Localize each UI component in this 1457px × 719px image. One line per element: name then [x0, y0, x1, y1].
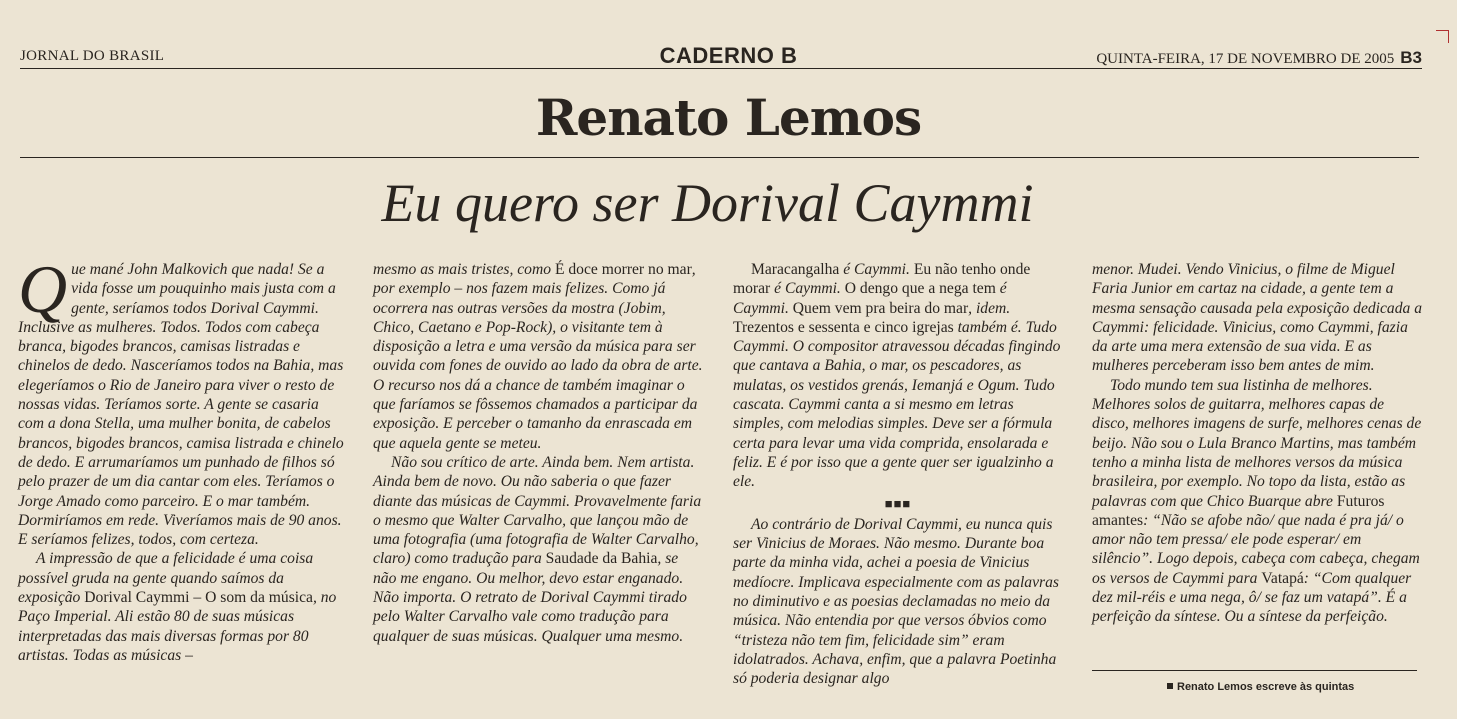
article-column-2 [373, 260, 703, 646]
paragraph: Não sou crítico de arte. Ainda bem. Nem artista. Ainda bem de novo. Ou não saberia o que fazer diante das músicas de Caymmi. Provavelmente faria o mesmo que Walter Carvalho, que lançou mão de uma fotografia (uma fotografia de Walter Carvalho, claro) como tradução para Saudade da Bahia, se não me engano. Ou melhor, devo estar enganado. Não importa. O retrato de Dorival Caymmi tirado pelo Walter Carvalho vale como tradução para qualquer de suas músicas. Qualquer uma mesmo. [373, 453, 702, 645]
article-headline: Eu quero ser Dorival Caymmi [381, 173, 1034, 233]
section-title: CADERNO B [659, 43, 798, 68]
article-column-3 [733, 260, 1063, 689]
author-byline: Renato Lemos escreve às quintas [1167, 681, 1354, 693]
crop-mark [1436, 30, 1449, 43]
section-separator: ■■■ [884, 495, 912, 511]
paragraph: Maracangalha é Caymmi. Eu não tenho onde morar é Caymmi. O dengo que a nega tem é Caymmi. Quem vem pra beira do mar, idem. Trezentos e sessenta e cinco igrejas também é. Tudo Caymmi. O compositor atravessou décadas fingindo que cantava a Bahia, o mar, os pescadores, as mulatas, os vestidos grenás, Iemanjá e Ogum. Tudo cascata. Caymmi canta a si mesmo em letras simples, com melodias simples. Deve ser a fórmula certa para levar uma vida comprida, ensolarada e feliz. E é por isso que a gente quer ser igualzinho a ele. [733, 261, 1061, 491]
author-rule [20, 157, 1419, 158]
header-date-page [1096, 48, 1422, 68]
paragraph: menor. Mudei. Vendo Vinicius, o filme de Miguel Faria Junior em cartaz na cidade, a gente tem a mesma sensação causada pela exposição dedicada a Caymmi: felicidade. Vinicius, como Caymmi, fazia da arte uma mera extensão de sua vida. E as mulheres perceberam isso bem antes de mim. [1092, 261, 1422, 375]
issue-date: QUINTA-FEIRA, 17 DE NOVEMBRO DE 2005 [1096, 51, 1395, 67]
columnist-name: Renato Lemos [535, 88, 922, 147]
paragraph: Todo mundo tem sua listinha de melhores. Melhores solos de guitarra, melhores capas de disco, melhores imagens de surfe, melhores cenas de beijo. Não sou o Lula Branco Martins, mas também tenho a minha lista de melhores versos da música brasileira, por exemplo. No topo da lista, estão as palavras com que Chico Buarque abre Futuros amantes: “Não se afobe não/ que nada é pra já/ o amor não tem pressa/ ele pode esperar/ em silêncio”. Logo depois, cabeça com cabeça, chegam os versos de Caymmi para Vatapá: “Com qualquer dez mil-réis e uma nega, ô/ se faz um vatapá”. É a perfeição da síntese. Ou a síntese da perfeição. [1092, 376, 1422, 626]
paragraph: mesmo as mais tristes, como É doce morrer no mar, por exemplo – nos fazem mais felizes. Como já ocorrera nas outras versões da mostra (Jobim, Chico, Caetano e Pop-Rock), o visitante tem à disposição a letra e uma versão da música para ser ouvida com fones de ouvido ao lado da obra de arte. O recurso nos dá a chance de também imaginar o que faríamos se fôssemos chamados a participar da exposição. E perceber o tamanho da enrascada em que aquela gente se meteu. [373, 261, 703, 452]
newspaper-name: JORNAL DO BRASIL [20, 48, 165, 64]
paragraph: A impressão de que a felicidade é uma coisa possível gruda na gente quando saímos da exposição Dorival Caymmi – O som da música, no Paço Imperial. Ali estão 80 de suas músicas interpretadas das mais diversas formas por 80 artistas. Todas as músicas – [18, 550, 337, 664]
bullet-square-icon [1167, 683, 1173, 689]
drop-cap: Q [18, 251, 68, 327]
header-rule [20, 68, 1422, 69]
byline-rule [1092, 670, 1417, 671]
article-column-1 [18, 251, 348, 665]
page-number: B3 [1400, 48, 1422, 67]
paragraph: Ao contrário de Dorival Caymmi, eu nunca quis ser Vinicius de Moraes. Não mesmo. Durante boa parte da minha vida, achei a poesia de Vinicius medíocre. Implicava especialmente com as palavras no diminutivo e as poesias declamadas no meio da música. Não entendia por que versos óbvios como “tristeza não tem fim, felicidade sim” eram idolatrados. Achava, enfim, que a palavra Poetinha só poderia designar algo [733, 515, 1059, 688]
article-column-4 [1092, 260, 1422, 627]
paragraph: Que mané John Malkovich que nada! Se a vida fosse um pouquinho mais justa com a gente, seríamos todos Dorival Caymmi. Inclusive as mulheres. Todos. Todos com cabeça branca, bigodes brancos, camisas listradas e chinelos de dedo. Nasceríamos todos na Bahia, mas elegeríamos o Rio de Janeiro para viver o resto de nossas vidas. Teríamos sorte. A gente se casaria com a dona Stella, uma mulher bonita, de cabelos brancos, bigodes brancos, camisa listrada e chinelo de dedo. E arrumaríamos um punhado de filhos só pelo prazer de um dia cantar com eles. Teríamos o Jorge Amado como parceiro. E o mar também. Dormiríamos em rede. Viveríamos mais de 90 anos. E seríamos felizes, todos, com certeza. [18, 251, 344, 549]
